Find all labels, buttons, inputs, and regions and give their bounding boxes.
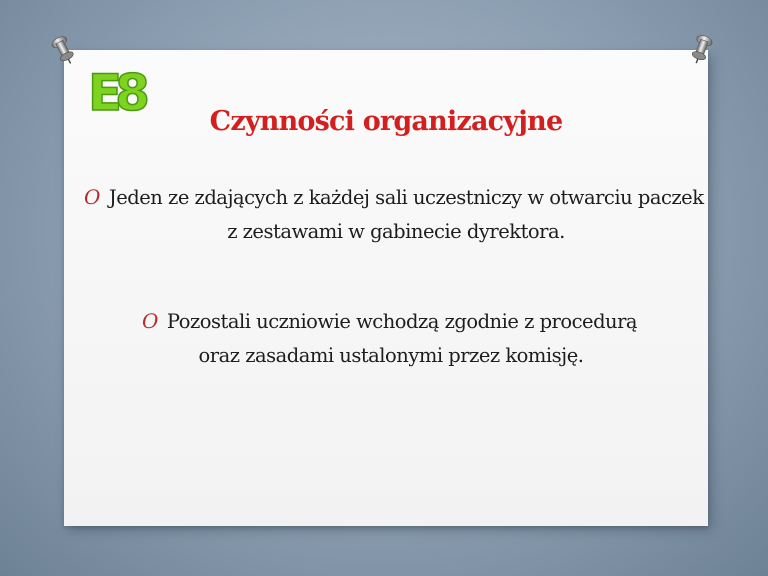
bullet-item [80, 180, 704, 249]
bullet-text-line1: Jeden ze zdających z każdej sali uczestniczy w otwarciu paczek [108, 186, 704, 209]
bullet-marker: O [84, 185, 100, 209]
slide-title: Czynności organizacyjne [209, 106, 563, 137]
bullet-marker: O [142, 309, 158, 333]
logo-text: E8 [88, 66, 143, 116]
bullet-item [80, 304, 692, 373]
bullet-text-line2: oraz zasadami ustalonymi przez komisję. [198, 344, 584, 367]
bullet-text-line2: z zestawami w gabinecie dyrektora. [227, 220, 565, 243]
bullet-text-line1: Pozostali uczniowie wchodzą zgodnie z procedurą [166, 310, 638, 333]
